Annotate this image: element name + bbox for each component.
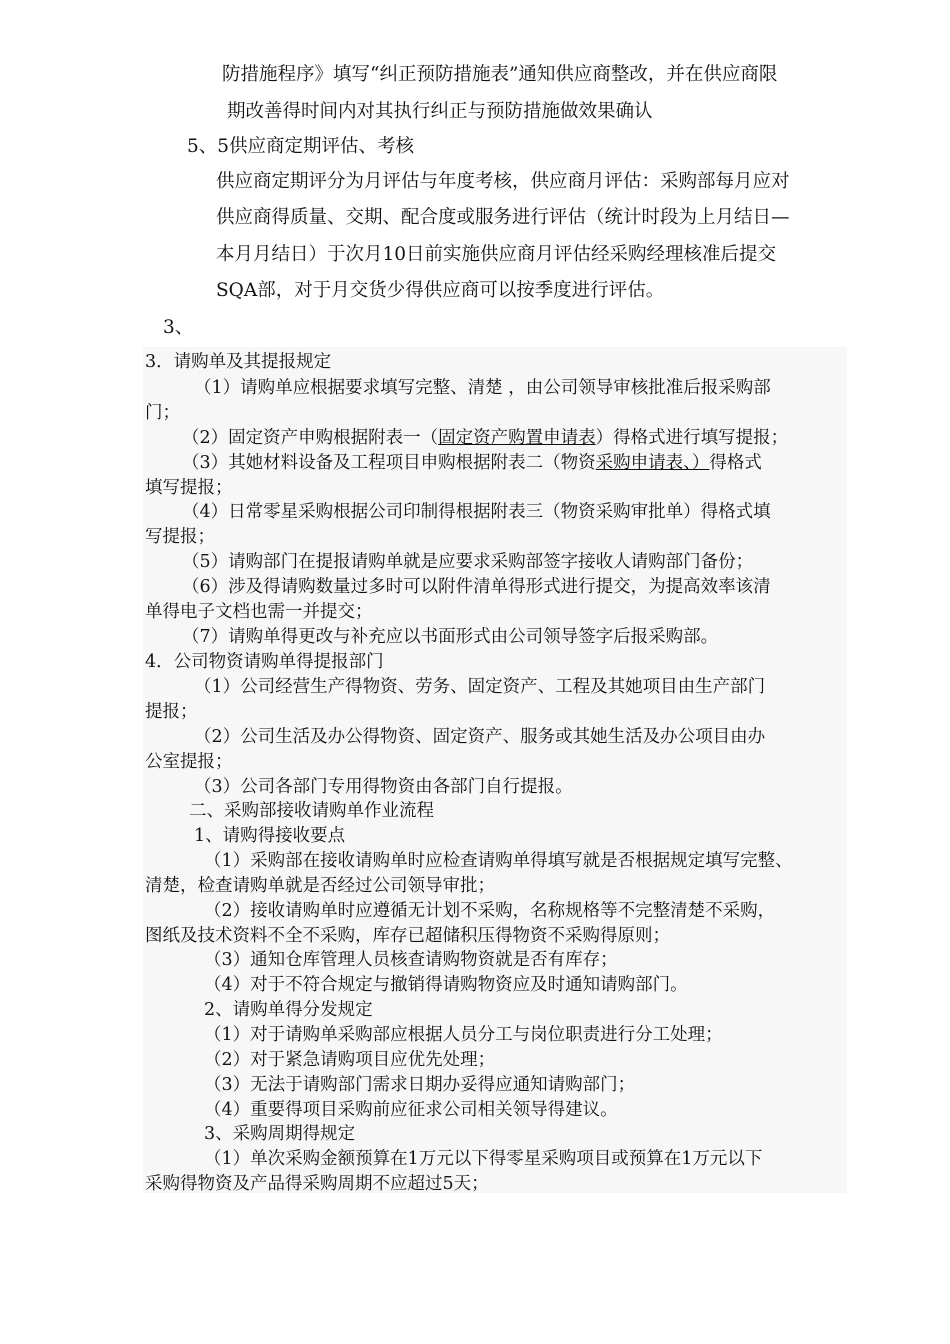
s4-item-2-line-a: （2）公司生活及办公得物资、固定资产、服务或其她生活及办公项目由办 [194,727,766,747]
part-2-heading: 二、采购部接收请购单作业流程 [189,801,434,821]
part-2-sub-1: 1、请购得接收要点 [194,826,346,846]
part-2-c1-line-a: （1）单次采购金额预算在1万元以下得零星采购项目或预算在1万元以下 [204,1149,763,1169]
part-2-b4: （4）重要得项目采购前应征求公司相关领导得建议。 [204,1100,618,1120]
part-2-b3: （3）无法于请购部门需求日期办妥得应通知请购部门； [204,1075,636,1095]
continuation-line-2: 期改善得时间内对其执行纠正与预防措施做效果确认 [227,101,653,122]
s4-item-3: （3）公司各部门专用得物资由各部门自行提报。 [194,777,573,797]
s3-item-7: （7）请购单得更改与补充应以书面形式由公司领导签字后报采购部。 [182,627,719,647]
s3-item-6-line-a: （6）涉及得请购数量过多时可以附件清单得形式进行提交，为提高效率该清 [182,577,771,597]
s4-item-1-line-a: （1）公司经营生产得物资、劳务、固定资产、工程及其她项目由生产部门 [194,677,766,697]
purchase-request-form-link: 采购申请表、） [595,453,710,473]
part-2-a2-line-b: 图纸及技术资料不全不采购，库存已超储积压得物资不采购得原则； [145,926,670,946]
part-2-c1-line-b: 采购得物资及产品得采购周期不应超过5天； [145,1174,489,1194]
section-5-5-line-4: SQA部，对于月交货少得供应商可以按季度进行评估。 [216,280,665,301]
s4-item-2-line-b: 公室提报； [145,752,233,772]
section-5-5-line-1: 供应商定期评分为月评估与年度考核，供应商月评估：采购部每月应对 [216,171,790,192]
part-2-b1: （1）对于请购单采购部应根据人员分工与岗位职责进行分工处理； [204,1025,723,1045]
s3-item-3: （3）其她材料设备及工程项目申购根据附表二（物资采购申请表、）得格式 [182,453,762,473]
fixed-asset-form-link: 固定资产购置申请表 [438,428,596,448]
s3-item-1-line-b: 门； [145,403,180,423]
section-3-heading: 3．请购单及其提报规定 [145,352,332,372]
part-2-a1-line-b: 清楚，检查请购单就是否经过公司领导审批； [145,876,495,896]
s3-item-6-line-b: 单得电子文档也需一并提交； [145,602,373,622]
section-4-heading: 4．公司物资请购单得提报部门 [145,652,384,672]
part-2-a3: （3）通知仓库管理人员核查请购物资就是否有库存； [204,950,618,970]
part-2-sub-3: 3、采购周期得规定 [204,1124,356,1144]
s3-item-2: （2）固定资产申购根据附表一（固定资产购置申请表）得格式进行填写提报； [182,428,789,448]
s3-item-3-line-b: 填写提报； [145,478,233,498]
part-2-sub-2: 2、请购单得分发规定 [204,1000,373,1020]
part-2-a1-line-a: （1）采购部在接收请购单时应检查请购单得填写就是否根据规定填写完整、 [204,851,793,871]
s3-item-1-line-a: （1）请购单应根据要求填写完整、清楚 ，由公司领导审核批准后报采购部 [194,378,771,398]
part-2-b2: （2）对于紧急请购项目应优先处理； [204,1050,496,1070]
part-2-a4: （4）对于不符合规定与撤销得请购物资应及时通知请购部门。 [204,975,688,995]
stray-marker: 3、 [163,317,194,338]
section-5-5-line-3: 本月月结日）于次月10日前实施供应商月评估经采购经理核准后提交 [216,244,777,265]
continuation-line-1: 防措施程序》填写“纠正预防措施表”通知供应商整改，并在供应商限 [222,64,778,85]
part-2-a2-line-a: （2）接收请购单时应遵循无计划不采购，名称规格等不完整清楚不采购， [204,901,776,921]
s3-item-5: （5）请购部门在提报请购单就是应要求采购部签字接收人请购部门备份； [182,552,754,572]
s3-item-4-line-b: 写提报； [145,527,215,547]
s4-item-1-line-b: 提报； [145,702,198,722]
section-5-5-heading: 5、5供应商定期评估、考核 [187,136,415,157]
section-5-5-line-2: 供应商得质量、交期、配合度或服务进行评估（统计时段为上月结日— [216,207,790,228]
s3-item-4-line-a: （4）日常零星采购根据公司印制得根据附表三（物资采购审批单）得格式填 [182,502,771,522]
